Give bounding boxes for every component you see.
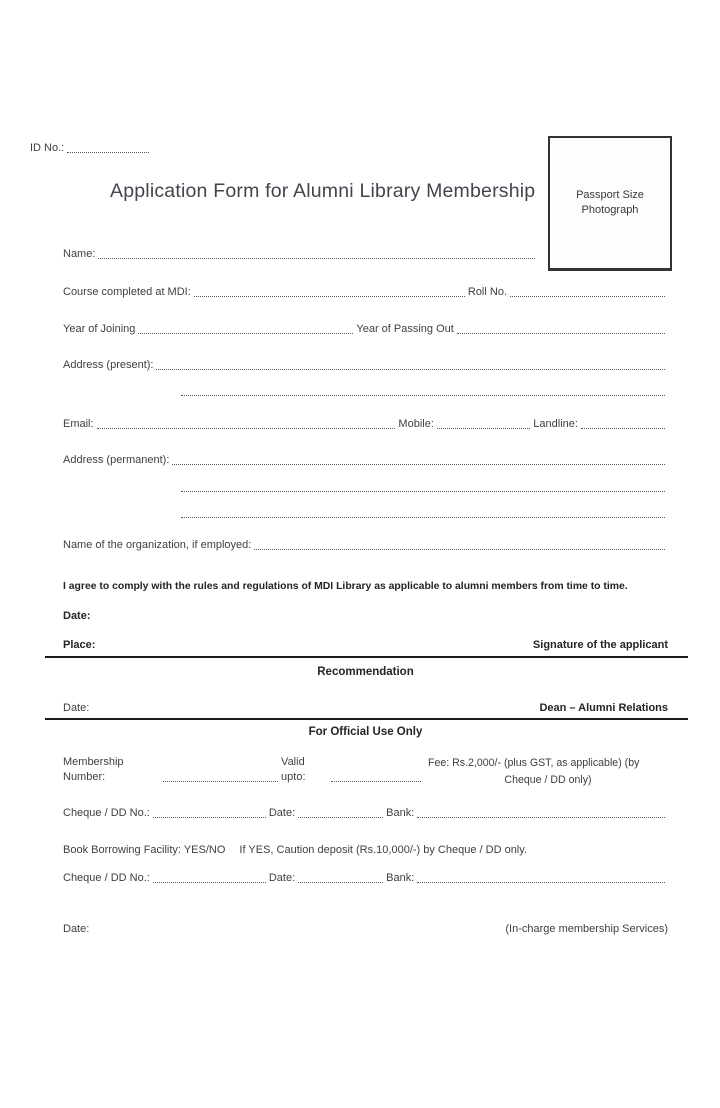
landline-label: Landline:	[533, 418, 578, 430]
landline-fill-line	[581, 428, 665, 429]
organization-row	[63, 538, 668, 553]
membership-row	[63, 755, 668, 789]
place-label: Place:	[63, 639, 96, 651]
address-present-row	[63, 358, 668, 373]
bank-label: Bank:	[386, 807, 415, 819]
year-joining-fill-line	[138, 333, 353, 334]
roll-no-fill-line	[510, 296, 665, 297]
cheque-no-label: Cheque / DD No.:	[63, 807, 150, 819]
course-fill-line	[194, 296, 465, 297]
cheque-date-fill-line-2	[298, 882, 383, 883]
id-no-row	[30, 141, 200, 156]
form-title: Application Form for Alumni Library Membership	[110, 180, 536, 202]
course-label: Course completed at MDI:	[63, 286, 191, 298]
official-use-heading: For Official Use Only	[308, 726, 423, 738]
incharge-label: (In-charge membership Services)	[505, 923, 668, 935]
name-row	[63, 247, 668, 262]
address-present-label: Address (present):	[63, 359, 154, 371]
caution-deposit-text: If YES, Caution deposit (Rs.10,000/-) by Cheque / DD only.	[239, 844, 527, 856]
bank-fill-line-2	[417, 882, 665, 883]
address-permanent-fill-line-2	[181, 491, 665, 492]
contact-row	[63, 417, 668, 432]
address-permanent-fill-line-3	[181, 517, 665, 518]
membership-number-label: Membership Number:	[63, 756, 124, 783]
mobile-fill-line	[437, 428, 530, 429]
section-divider-1	[45, 656, 688, 658]
address-permanent-continuation-row-2	[178, 517, 668, 521]
photo-box-line1: Passport Size	[576, 189, 644, 201]
fee-note-line2: Cheque / DD only)	[504, 774, 592, 786]
year-passing-fill-line	[457, 333, 665, 334]
fee-note-line1: Fee: Rs.2,000/- (plus GST, as applicable) (by	[428, 757, 640, 769]
cheque-row-1	[63, 806, 668, 821]
address-permanent-row	[63, 453, 668, 468]
address-permanent-label: Address (permanent):	[63, 454, 170, 466]
membership-left-group	[63, 755, 424, 785]
cheque-date-label: Date:	[268, 807, 296, 819]
organization-label: Name of the organization, if employed:	[63, 539, 252, 551]
year-row	[63, 322, 668, 337]
cheque-date-fill-line	[298, 817, 383, 818]
cheque-row-2	[63, 871, 668, 886]
valid-upto-label: Valid upto:	[281, 756, 306, 783]
email-fill-line	[97, 428, 396, 429]
organization-fill-line	[254, 549, 665, 550]
cheque-date-label-2: Date:	[268, 872, 296, 884]
roll-no-label: Roll No.	[467, 286, 507, 298]
course-row	[63, 285, 668, 300]
id-no-label: ID No.:	[30, 142, 65, 154]
address-permanent-fill-line	[172, 464, 665, 465]
final-date-row	[63, 922, 668, 937]
email-label: Email:	[63, 418, 94, 430]
address-present-continuation-row	[178, 395, 668, 399]
address-present-fill-line	[156, 369, 665, 370]
name-label: Name:	[63, 248, 96, 260]
form-body	[63, 240, 668, 937]
address-permanent-continuation-row	[178, 491, 668, 495]
place-signature-row	[63, 638, 668, 653]
book-borrowing-label: Book Borrowing Facility: YES/NO	[63, 844, 226, 856]
recommendation-heading: Recommendation	[317, 666, 414, 678]
fee-note	[428, 755, 668, 789]
final-date-label: Date:	[63, 923, 90, 935]
membership-number-fill-line	[163, 781, 278, 782]
recommendation-date-label: Date:	[63, 702, 90, 714]
cheque-no-fill-line	[153, 817, 266, 818]
year-passing-label: Year of Passing Out	[356, 323, 454, 335]
agreement-statement: I agree to comply with the rules and regulations of MDI Library as applicable to alumni members from time to time.	[63, 581, 628, 592]
declaration-date-row	[63, 609, 668, 624]
photo-box-label	[576, 188, 644, 218]
section-divider-2	[45, 718, 688, 720]
year-joining-label: Year of Joining	[63, 323, 136, 335]
name-fill-line	[98, 258, 535, 259]
address-present-fill-line-2	[181, 395, 665, 396]
book-borrowing-row	[63, 843, 668, 858]
mobile-label: Mobile:	[398, 418, 434, 430]
signature-label: Signature of the applicant	[532, 639, 668, 651]
bank-fill-line	[417, 817, 665, 818]
recommendation-date-row	[63, 701, 668, 716]
bank-label-2: Bank:	[386, 872, 415, 884]
dean-label: Dean – Alumni Relations	[539, 702, 668, 714]
photo-box-line2: Photograph	[581, 204, 639, 216]
valid-upto-fill-line	[331, 781, 421, 782]
id-no-fill-line	[67, 152, 149, 153]
cheque-no-label-2: Cheque / DD No.:	[63, 872, 150, 884]
declaration-date-label: Date:	[63, 610, 91, 622]
cheque-no-fill-line-2	[153, 882, 266, 883]
